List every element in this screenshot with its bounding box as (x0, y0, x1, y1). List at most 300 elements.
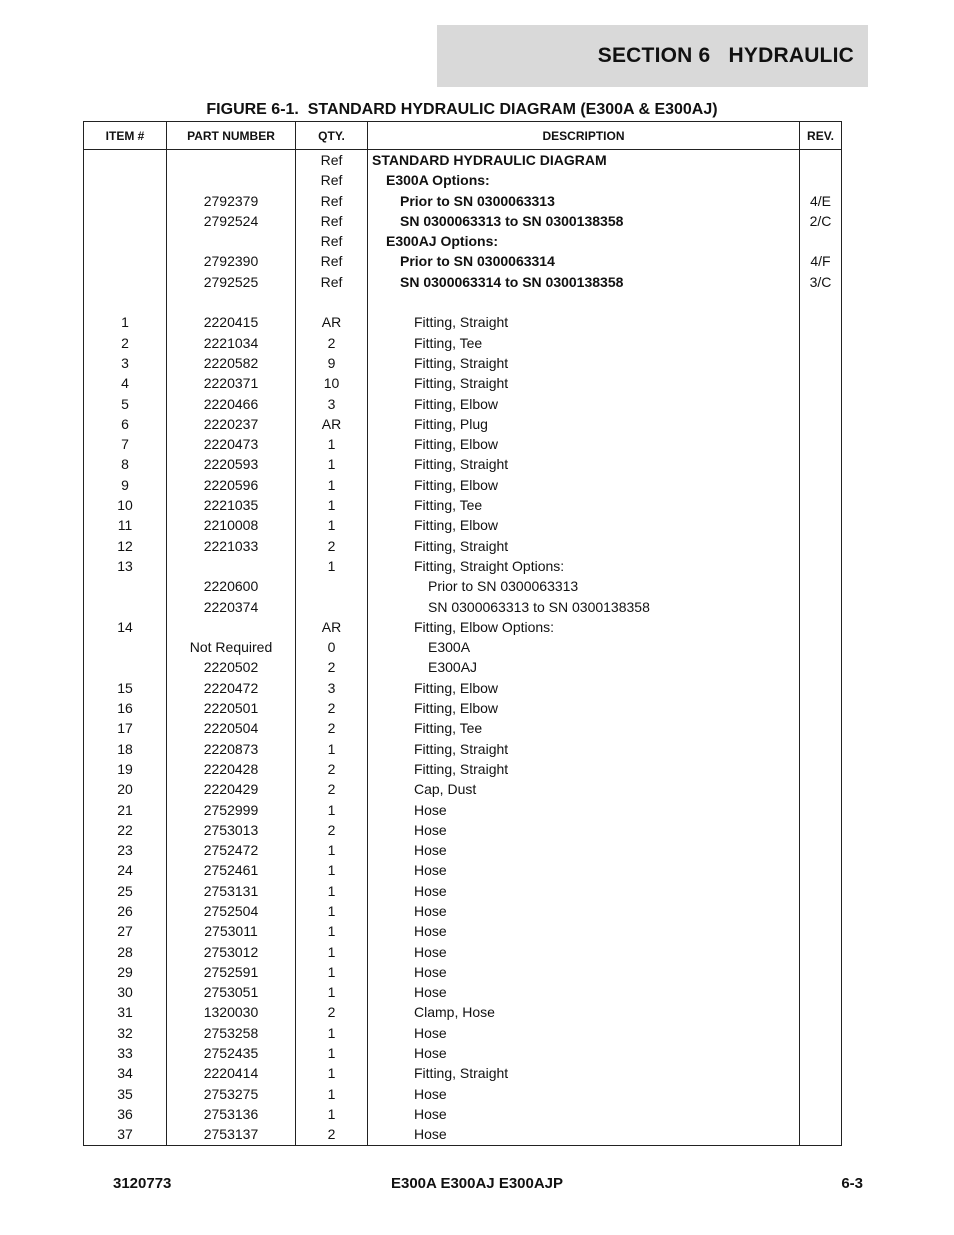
cell-description: Fitting, Elbow (368, 515, 800, 535)
cell-rev (800, 1084, 842, 1104)
cell-qty: 2 (296, 779, 368, 799)
cell-qty: Ref (296, 211, 368, 231)
cell-description: Hose (368, 901, 800, 921)
table-row (84, 434, 842, 454)
table-row (84, 739, 842, 759)
cell-part-number: 2220429 (167, 779, 296, 799)
cell-qty: 2 (296, 820, 368, 840)
cell-description: SN 0300063313 to SN 0300138358 (368, 597, 800, 617)
cell-description: E300A (368, 637, 800, 657)
cell-item-number (84, 191, 167, 211)
cell-item-number: 9 (84, 475, 167, 495)
cell-rev: 2/C (800, 211, 842, 231)
cell-part-number (167, 556, 296, 576)
table-row (84, 536, 842, 556)
cell-part-number: 2220415 (167, 312, 296, 332)
cell-description: Fitting, Tee (368, 495, 800, 515)
cell-part-number: 2792525 (167, 272, 296, 292)
table-row (84, 414, 842, 434)
cell-description: Hose (368, 1023, 800, 1043)
table-row (84, 1002, 842, 1022)
cell-qty: AR (296, 617, 368, 637)
cell-description: Fitting, Elbow (368, 434, 800, 454)
cell-qty: Ref (296, 272, 368, 292)
cell-rev (800, 576, 842, 596)
cell-rev (800, 678, 842, 698)
cell-qty: 1 (296, 800, 368, 820)
cell-item-number (84, 597, 167, 617)
footer-models: E300A E300AJ E300AJP (390, 1175, 564, 1192)
footer-page-number: 6-3 (841, 1175, 863, 1192)
cell-qty: 1 (296, 515, 368, 535)
cell-rev (800, 739, 842, 759)
cell-qty: 1 (296, 1043, 368, 1063)
cell-item-number: 22 (84, 820, 167, 840)
column-header-item: ITEM # (84, 122, 167, 150)
table-row (84, 718, 842, 738)
cell-part-number: 2753258 (167, 1023, 296, 1043)
table-row (84, 759, 842, 779)
cell-part-number: 2753131 (167, 881, 296, 901)
cell-item-number: 37 (84, 1124, 167, 1145)
cell-qty: Ref (296, 150, 368, 171)
cell-item-number: 5 (84, 394, 167, 414)
cell-item-number: 19 (84, 759, 167, 779)
cell-rev (800, 921, 842, 941)
cell-qty: 1 (296, 921, 368, 941)
cell-part-number: 2220600 (167, 576, 296, 596)
table-row (84, 231, 842, 251)
table-row (84, 1124, 842, 1145)
cell-description: Fitting, Straight (368, 454, 800, 474)
cell-part-number: 2753051 (167, 982, 296, 1002)
cell-qty: 10 (296, 373, 368, 393)
table-row (84, 678, 842, 698)
cell-item-number (84, 211, 167, 231)
cell-part-number: 2220593 (167, 454, 296, 474)
cell-description: Hose (368, 982, 800, 1002)
cell-description (368, 292, 800, 312)
cell-part-number: 2220428 (167, 759, 296, 779)
cell-part-number: 2220472 (167, 678, 296, 698)
table-row (84, 779, 842, 799)
cell-part-number: 2221035 (167, 495, 296, 515)
cell-qty: Ref (296, 191, 368, 211)
cell-rev (800, 515, 842, 535)
cell-description: Hose (368, 942, 800, 962)
table-row (84, 170, 842, 190)
cell-part-number: 2753137 (167, 1124, 296, 1145)
table-row (84, 1084, 842, 1104)
cell-qty (296, 576, 368, 596)
table-row (84, 292, 842, 312)
cell-rev (800, 779, 842, 799)
cell-description: Hose (368, 921, 800, 941)
cell-qty: 1 (296, 475, 368, 495)
cell-qty: 1 (296, 1063, 368, 1083)
cell-item-number: 3 (84, 353, 167, 373)
cell-item-number: 26 (84, 901, 167, 921)
cell-item-number: 23 (84, 840, 167, 860)
cell-description: Prior to SN 0300063313 (368, 191, 800, 211)
table-row (84, 800, 842, 820)
cell-part-number: 2752591 (167, 962, 296, 982)
cell-item-number: 4 (84, 373, 167, 393)
cell-rev (800, 860, 842, 880)
cell-part-number: 2220237 (167, 414, 296, 434)
cell-part-number: 2220473 (167, 434, 296, 454)
table-row (84, 394, 842, 414)
cell-part-number: 2752999 (167, 800, 296, 820)
cell-rev (800, 1063, 842, 1083)
cell-qty: 1 (296, 881, 368, 901)
cell-description: Clamp, Hose (368, 1002, 800, 1022)
table-row (84, 333, 842, 353)
cell-description: E300A Options: (368, 170, 800, 190)
cell-part-number: 2752504 (167, 901, 296, 921)
cell-rev (800, 942, 842, 962)
cell-description: Hose (368, 860, 800, 880)
cell-qty: 1 (296, 982, 368, 1002)
cell-item-number: 29 (84, 962, 167, 982)
cell-part-number (167, 292, 296, 312)
cell-description: Fitting, Tee (368, 718, 800, 738)
table-row (84, 1104, 842, 1124)
column-header-description: DESCRIPTION (368, 122, 800, 150)
cell-description: Hose (368, 1084, 800, 1104)
cell-rev (800, 962, 842, 982)
cell-item-number: 32 (84, 1023, 167, 1043)
cell-part-number: 2220502 (167, 657, 296, 677)
cell-qty: 1 (296, 942, 368, 962)
cell-rev (800, 434, 842, 454)
table-row (84, 1063, 842, 1083)
cell-item-number: 10 (84, 495, 167, 515)
cell-part-number: 2753275 (167, 1084, 296, 1104)
cell-qty: 2 (296, 1002, 368, 1022)
cell-description: Fitting, Straight Options: (368, 556, 800, 576)
cell-description: Hose (368, 962, 800, 982)
table-row (84, 475, 842, 495)
cell-rev (800, 333, 842, 353)
cell-part-number: 2752435 (167, 1043, 296, 1063)
cell-part-number: 2221034 (167, 333, 296, 353)
table-row (84, 454, 842, 474)
cell-item-number (84, 170, 167, 190)
cell-description: Hose (368, 1104, 800, 1124)
column-header-part-number: PART NUMBER (167, 122, 296, 150)
cell-description: Fitting, Plug (368, 414, 800, 434)
cell-description: Fitting, Elbow (368, 698, 800, 718)
cell-qty: 2 (296, 333, 368, 353)
cell-qty: 1 (296, 1104, 368, 1124)
cell-item-number: 17 (84, 718, 167, 738)
cell-description: Fitting, Elbow Options: (368, 617, 800, 637)
cell-qty: 1 (296, 739, 368, 759)
cell-rev (800, 495, 842, 515)
cell-qty: 1 (296, 454, 368, 474)
cell-qty: 1 (296, 962, 368, 982)
table-row (84, 637, 842, 657)
cell-item-number: 14 (84, 617, 167, 637)
cell-item-number (84, 292, 167, 312)
cell-part-number (167, 617, 296, 637)
cell-item-number (84, 576, 167, 596)
cell-description: Fitting, Straight (368, 536, 800, 556)
cell-description: E300AJ (368, 657, 800, 677)
cell-part-number: 2220501 (167, 698, 296, 718)
cell-rev: 3/C (800, 272, 842, 292)
cell-part-number: 2220873 (167, 739, 296, 759)
table-row (84, 495, 842, 515)
cell-item-number: 6 (84, 414, 167, 434)
cell-item-number: 18 (84, 739, 167, 759)
cell-item-number (84, 150, 167, 171)
cell-qty: Ref (296, 231, 368, 251)
cell-item-number: 21 (84, 800, 167, 820)
cell-rev (800, 901, 842, 921)
cell-description: Hose (368, 800, 800, 820)
cell-part-number (167, 150, 296, 171)
cell-item-number: 7 (84, 434, 167, 454)
cell-part-number: 2220596 (167, 475, 296, 495)
cell-qty: Ref (296, 251, 368, 271)
cell-qty: AR (296, 414, 368, 434)
cell-part-number (167, 170, 296, 190)
cell-part-number: 2792524 (167, 211, 296, 231)
table-row (84, 881, 842, 901)
cell-part-number: 2221033 (167, 536, 296, 556)
cell-item-number: 15 (84, 678, 167, 698)
cell-item-number (84, 251, 167, 271)
table-row (84, 251, 842, 271)
cell-rev (800, 657, 842, 677)
cell-item-number: 35 (84, 1084, 167, 1104)
cell-rev (800, 536, 842, 556)
table-row (84, 515, 842, 535)
cell-part-number: 2220582 (167, 353, 296, 373)
cell-description: Hose (368, 1043, 800, 1063)
table-row (84, 272, 842, 292)
parts-table-body (84, 150, 842, 1146)
cell-qty: Ref (296, 170, 368, 190)
table-row (84, 840, 842, 860)
table-row (84, 150, 842, 171)
table-row (84, 982, 842, 1002)
table-row (84, 191, 842, 211)
cell-rev (800, 982, 842, 1002)
cell-part-number: 2220374 (167, 597, 296, 617)
cell-qty: 1 (296, 1023, 368, 1043)
cell-part-number: 2753013 (167, 820, 296, 840)
section-header: SECTION 6 HYDRAULIC (437, 25, 868, 87)
cell-part-number: 2753012 (167, 942, 296, 962)
cell-item-number: 33 (84, 1043, 167, 1063)
cell-rev (800, 1002, 842, 1022)
cell-rev (800, 617, 842, 637)
cell-qty: AR (296, 312, 368, 332)
cell-rev (800, 414, 842, 434)
cell-rev (800, 231, 842, 251)
cell-part-number: 2753136 (167, 1104, 296, 1124)
cell-part-number: 2220504 (167, 718, 296, 738)
cell-qty: 2 (296, 759, 368, 779)
cell-qty: 2 (296, 718, 368, 738)
column-header-rev: REV. (800, 122, 842, 150)
cell-qty: 1 (296, 495, 368, 515)
cell-description: E300AJ Options: (368, 231, 800, 251)
cell-description: Prior to SN 0300063314 (368, 251, 800, 271)
cell-rev (800, 820, 842, 840)
table-row (84, 373, 842, 393)
cell-rev (800, 698, 842, 718)
cell-qty: 1 (296, 840, 368, 860)
cell-rev (800, 454, 842, 474)
cell-description: Fitting, Straight (368, 353, 800, 373)
cell-rev (800, 292, 842, 312)
cell-description: Fitting, Straight (368, 739, 800, 759)
cell-item-number: 24 (84, 860, 167, 880)
table-row (84, 962, 842, 982)
cell-rev (800, 637, 842, 657)
cell-item-number: 28 (84, 942, 167, 962)
cell-item-number: 36 (84, 1104, 167, 1124)
cell-part-number: 2753011 (167, 921, 296, 941)
cell-description: Prior to SN 0300063313 (368, 576, 800, 596)
cell-description: Fitting, Straight (368, 373, 800, 393)
cell-item-number: 8 (84, 454, 167, 474)
cell-part-number (167, 231, 296, 251)
cell-part-number: 1320030 (167, 1002, 296, 1022)
cell-rev (800, 840, 842, 860)
cell-description: Cap, Dust (368, 779, 800, 799)
cell-item-number: 34 (84, 1063, 167, 1083)
cell-rev (800, 170, 842, 190)
cell-qty: 3 (296, 394, 368, 414)
table-row (84, 657, 842, 677)
table-row (84, 353, 842, 373)
cell-rev (800, 1104, 842, 1124)
cell-qty: 2 (296, 536, 368, 556)
cell-rev (800, 597, 842, 617)
cell-qty: 2 (296, 657, 368, 677)
cell-qty: 0 (296, 637, 368, 657)
cell-item-number: 12 (84, 536, 167, 556)
cell-item-number (84, 637, 167, 657)
cell-item-number (84, 657, 167, 677)
cell-qty (296, 597, 368, 617)
cell-rev (800, 373, 842, 393)
table-row (84, 597, 842, 617)
cell-item-number: 1 (84, 312, 167, 332)
table-row (84, 1043, 842, 1063)
cell-rev (800, 1023, 842, 1043)
cell-description: SN 0300063313 to SN 0300138358 (368, 211, 800, 231)
table-row (84, 211, 842, 231)
table-row (84, 576, 842, 596)
cell-item-number (84, 272, 167, 292)
cell-qty: 1 (296, 860, 368, 880)
cell-part-number: 2752461 (167, 860, 296, 880)
table-row (84, 901, 842, 921)
cell-part-number: 2792379 (167, 191, 296, 211)
table-header-row (84, 122, 842, 150)
table-row (84, 942, 842, 962)
cell-description: Fitting, Straight (368, 312, 800, 332)
cell-rev (800, 718, 842, 738)
cell-description: Fitting, Elbow (368, 394, 800, 414)
cell-part-number: 2220466 (167, 394, 296, 414)
cell-item-number: 25 (84, 881, 167, 901)
cell-qty: 1 (296, 901, 368, 921)
table-row (84, 312, 842, 332)
cell-rev (800, 556, 842, 576)
table-row (84, 698, 842, 718)
cell-rev (800, 353, 842, 373)
cell-description: Hose (368, 881, 800, 901)
cell-qty: 2 (296, 698, 368, 718)
cell-rev (800, 475, 842, 495)
cell-part-number: Not Required (167, 637, 296, 657)
cell-qty (296, 292, 368, 312)
cell-qty: 1 (296, 1084, 368, 1104)
cell-item-number: 30 (84, 982, 167, 1002)
cell-rev (800, 1043, 842, 1063)
cell-rev (800, 394, 842, 414)
cell-item-number: 2 (84, 333, 167, 353)
cell-description: Fitting, Straight (368, 1063, 800, 1083)
cell-rev: 4/F (800, 251, 842, 271)
footer-doc-number: 3120773 (113, 1175, 172, 1192)
cell-description: Hose (368, 820, 800, 840)
table-row (84, 921, 842, 941)
cell-item-number (84, 231, 167, 251)
cell-description: SN 0300063314 to SN 0300138358 (368, 272, 800, 292)
cell-part-number: 2210008 (167, 515, 296, 535)
cell-description: Hose (368, 1124, 800, 1145)
table-row (84, 556, 842, 576)
cell-description: Hose (368, 840, 800, 860)
cell-description: Fitting, Elbow (368, 475, 800, 495)
cell-item-number: 11 (84, 515, 167, 535)
cell-rev (800, 150, 842, 171)
cell-part-number: 2752472 (167, 840, 296, 860)
cell-rev (800, 1124, 842, 1145)
column-header-qty: QTY. (296, 122, 368, 150)
cell-description: STANDARD HYDRAULIC DIAGRAM (368, 150, 800, 171)
cell-rev (800, 881, 842, 901)
cell-qty: 3 (296, 678, 368, 698)
cell-item-number: 13 (84, 556, 167, 576)
cell-description: Fitting, Straight (368, 759, 800, 779)
cell-description: Fitting, Tee (368, 333, 800, 353)
parts-table (83, 121, 842, 1146)
cell-part-number: 2220414 (167, 1063, 296, 1083)
cell-qty: 1 (296, 556, 368, 576)
cell-rev (800, 800, 842, 820)
cell-item-number: 27 (84, 921, 167, 941)
cell-qty: 2 (296, 1124, 368, 1145)
cell-item-number: 20 (84, 779, 167, 799)
table-row (84, 1023, 842, 1043)
cell-rev: 4/E (800, 191, 842, 211)
cell-part-number: 2792390 (167, 251, 296, 271)
cell-rev (800, 312, 842, 332)
table-row (84, 860, 842, 880)
cell-item-number: 16 (84, 698, 167, 718)
cell-description: Fitting, Elbow (368, 678, 800, 698)
table-row (84, 820, 842, 840)
